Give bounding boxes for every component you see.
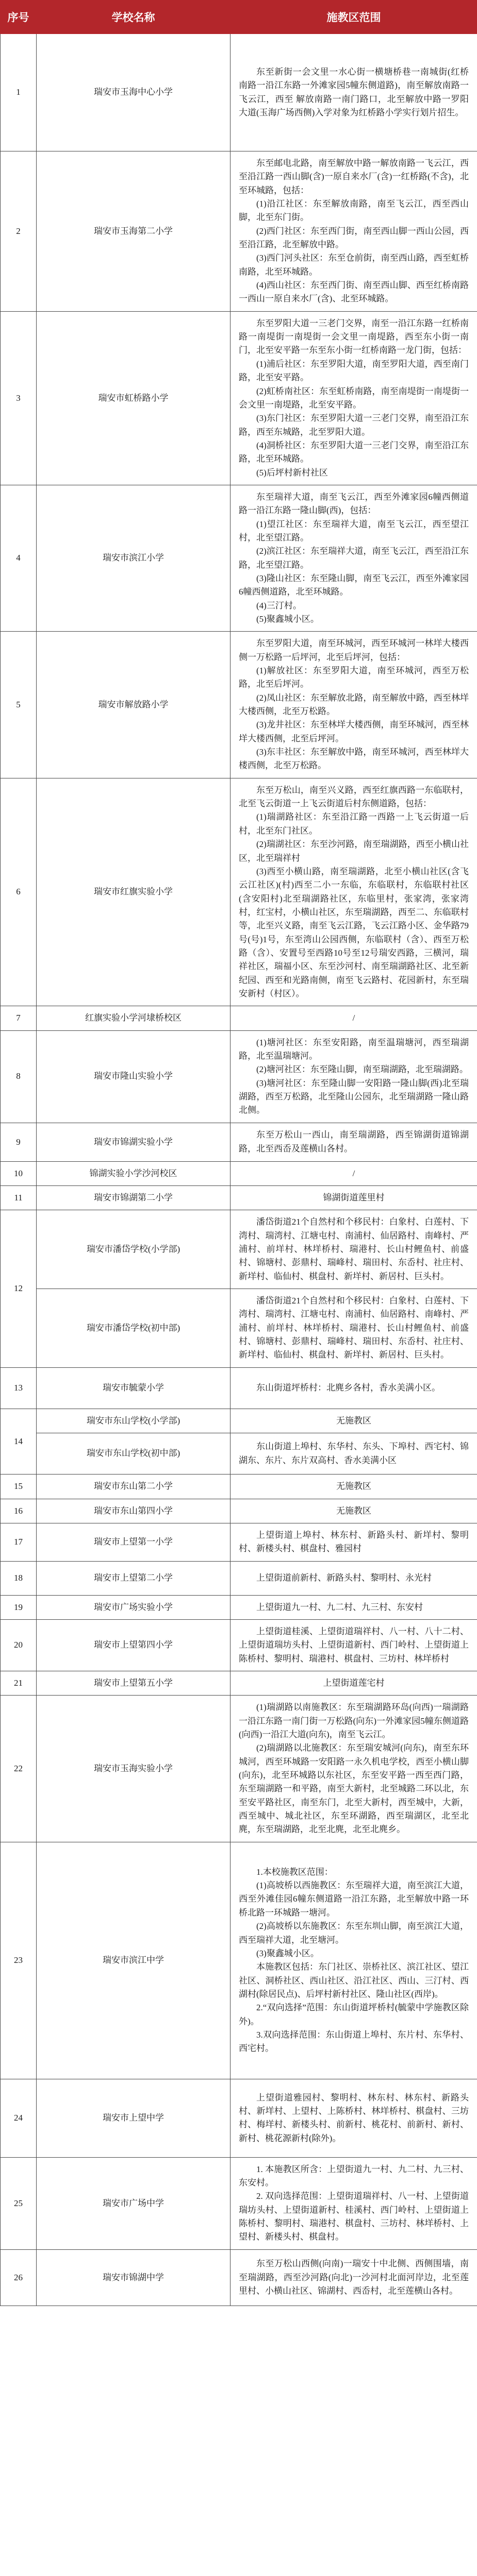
table-row [1, 1367, 477, 1409]
school-name: 瑞安市隆山实验小学 [37, 1030, 231, 1123]
area-paragraph: (2)瑞湖路以北施教区：东至瑞安城河(向东)，南至东环城河，西至环城路一安阳路一永久机电学校，西至小横山脚(向东)，北至环城路以东社区，东至安平路一西至西门路，东至瑞湖路一和平路，南至大新村，北至城路二环以北，东至安平路社区，南至东门，北至大新村，西至城中，大新，西至城中、城北社区，东至环湖路，西至瑞湖区，北至北麂，东至瑞湖路，北至北麂，北至北麂乡。 [239, 1743, 469, 1835]
enrollment-area [231, 1671, 477, 1695]
table-row [1, 1475, 477, 1499]
row-number: 18 [1, 1561, 37, 1595]
area-paragraph: (2)瑞湖社区：东至沙河路，南至瑞湖路，西至小横山社区，北至瑞祥村 [239, 839, 469, 863]
enrollment-area [231, 1289, 477, 1368]
enrollment-area [231, 778, 477, 1006]
row-number: 23 [1, 1842, 37, 2079]
area-paragraph: 无施教区 [336, 1481, 371, 1492]
row-number: 7 [1, 1006, 37, 1030]
area-paragraph: (4)西山社区：东至西门街、南至西山脚、西至红桥南路一西山一原自来水厂(含)、北至环城路。 [239, 280, 469, 304]
table-row [1, 2249, 477, 2306]
school-name: 瑞安市锦湖中学 [37, 2249, 231, 2306]
area-paragraph: (1)浦后社区：东至罗阳大道，南至罗阳大道，西至南门路，北至安平路。 [239, 359, 469, 383]
table-body [1, 34, 477, 2306]
school-name: 瑞安市玉海中心小学 [37, 34, 231, 151]
area-paragraph: 上望街道前新村、新路头村、黎明村、永光村 [256, 1572, 432, 1583]
area-paragraph: 无施教区 [336, 1505, 371, 1516]
area-paragraph: (4)洞桥社区：东至罗阳大道一三老门交界，南至沿江东路，北至环城路。 [239, 440, 469, 464]
header-no: 序号 [1, 1, 37, 34]
table-row [1, 311, 477, 485]
area-paragraph: 锦湖街道莲里村 [323, 1193, 385, 1203]
area-paragraph: 上望街道雅园村、黎明村、林东村、林东村、新路头村、新垟村、上望村、上陈桥村、林垟桥村、棋盘村、三坊村、梅垟村、新楼头村、前新村、桃花村、前新村、新村、新村、桃花源新村(除外)。 [239, 2092, 469, 2143]
table-row [1, 778, 477, 1006]
row-number: 5 [1, 632, 37, 778]
enrollment-area [231, 2157, 477, 2249]
area-paragraph: 东至瑞祥大道，南至飞云江，西至外滩家园6幢西侧道路一沿江东路一隆山脚(西)，包括： [239, 492, 469, 516]
area-paragraph: 上望街道九一村、九二村、九三村、东安村 [256, 1602, 423, 1612]
school-name: 瑞安市锦湖实验小学 [37, 1123, 231, 1161]
row-number: 2 [1, 151, 37, 312]
area-paragraph: 本施教区包括：东门社区、崇桥社区、滨江社区、望江社区、洞桥社区、西山社区、沿江社区、西山、三汀村、西湖村(除居民点)、后坪村新村社区、隆山社区(西岸)。 [239, 1962, 469, 1999]
enrollment-area [231, 1123, 477, 1161]
row-number: 26 [1, 2249, 37, 2306]
enrollment-area [231, 1186, 477, 1210]
area-paragraph: 东至新街一会文里一水心街一横塘桥巷一南城街(红桥南路一沿江东路一外滩家园5幢东侧道路)，南至解放南路一飞云江，西至 解放南路一南门路口，北至解放中路一罗阳大道(玉海广场西侧)入学对象为红桥路小学实行划片招生。 [239, 66, 469, 117]
enrollment-area [231, 1561, 477, 1595]
school-name: 瑞安市滨江中学 [37, 1842, 231, 2079]
table-row [1, 1409, 477, 1433]
enrollment-area [231, 311, 477, 485]
area-paragraph: 上望街道上埠村、林东村、新路头村、新垟村、黎明村、新楼头村、棋盘村、雅园村 [239, 1530, 469, 1554]
area-paragraph: 3.双向选择范围：东山街道上埠村、东片村、东华村、西宅村。 [239, 2029, 469, 2054]
school-name: 瑞安市锦湖第二小学 [37, 1186, 231, 1210]
area-paragraph: (1)高坡桥以西施教区：东至瑞祥大道，南至滨江大道，西至外滩佳园6幢东侧道路一沿江东路，北至解放中路一环桥北路一环城路一塘河。 [239, 1880, 469, 1918]
table-row [1, 1619, 477, 1671]
table-row [1, 1186, 477, 1210]
school-name: 瑞安市东山学校(小学部) [37, 1409, 231, 1433]
area-paragraph: 东至万松山一西山，南至瑞湖路，西至锦湖街道锦湖路，北至西岙及莲横山各村。 [239, 1130, 469, 1154]
row-number: 24 [1, 2079, 37, 2157]
table-row [1, 1161, 477, 1185]
area-paragraph: 上望街道桂溪、上望街道瑞祥村、八一村、八十二村、上望街道瑞坊头村、上望街道新村、西门岭村、上望街道上陈桥村、黎明村、瑞港村、棋盘村、三坊村、林垟桥村 [239, 1626, 469, 1664]
row-number: 22 [1, 1696, 37, 1842]
table-row [1, 1123, 477, 1161]
table-row [1, 151, 477, 312]
enrollment-area [231, 2249, 477, 2306]
enrollment-area [231, 1499, 477, 1523]
area-paragraph: (5)后坪村新村社区 [256, 467, 328, 478]
header-school: 学校名称 [37, 1, 231, 34]
area-paragraph: (2)凤山社区：东至解放北路，南至解放中路，西至林垟大楼西侧，北至万松路。 [239, 692, 469, 717]
school-name: 瑞安市虹桥路小学 [37, 311, 231, 485]
area-paragraph: (3)西门河头社区：东至仓前街，南至西山路，西至虹桥南路，北至环城路。 [239, 253, 469, 277]
area-paragraph: 东至罗阳大道，南至环城河，西至环城河一林垟大楼西侧一万松路一后坪河，北至后坪河，包括： [239, 638, 469, 662]
area-paragraph: / [352, 1168, 355, 1178]
area-paragraph: 东至罗阳大道一三老门交界，南至一沿江东路一红桥南路一南堤街一南堤街一会文里一南堤路，西至东小街一南门，北至安平路一东至东小街一红桥南路一龙门街，包括： [239, 318, 469, 355]
school-name: 瑞安市玉海第二小学 [37, 151, 231, 312]
enrollment-area [231, 1475, 477, 1499]
area-paragraph: (2)塘河社区：东至隆山脚，南至瑞湖路，北至瑞湖路。 [256, 1064, 468, 1075]
enrollment-area [231, 1595, 477, 1619]
area-paragraph: (3)西至小横山路，南至瑞湖路，北至小横山社区(含飞云江社区)(村)西至二小一东临，东临联村，东临联村社区(含安阳村)北至瑞湖路社区，东临里村，张家湾，张家湾村，红宝村，小横山社区，东至瑞湖路，西至二、东临联村等，北至兴义路，南至飞云江路，飞云江路小区、金华路79号(号)1号，东至湾山公园西侧，东临联村（含）、西至万松路（含）、安置号至西路10号至12号瑞安西路，三横河，瑞祥社区，瑞福小区、东至沙河村、南至瑞湖路社区、北至新纪园、西至和光路南侧，南至飞云路村、花园新村，东至瑞安新村（村区）。 [239, 866, 469, 998]
row-number: 19 [1, 1595, 37, 1619]
school-name: 瑞安市红旗实验小学 [37, 778, 231, 1006]
area-paragraph: (3)聚鑫城小区。 [256, 1948, 319, 1958]
area-paragraph: (1)瑞湖路以南施教区：东至瑞湖路环岛(向西)一瑞湖路一沿江东路一南门街一万松路(向东)一外滩家园5幢东侧道路(向西)一沿江大道(向东)，南至飞云江。 [239, 1702, 469, 1739]
school-name: 瑞安市上望第二小学 [37, 1561, 231, 1595]
table-row [1, 1671, 477, 1695]
row-number: 6 [1, 778, 37, 1006]
area-paragraph: (2)滨江社区：东至瑞祥大道，南至飞云江，西至沿江东路，北至望江路。 [239, 546, 469, 570]
area-paragraph: 东至邮电北路，南至解放中路一解放南路一飞云江，西至沿江路一西山脚(含)一原自来水厂(含)一红桥路(不含)，北至环城路，包括： [239, 158, 469, 195]
school-name: 瑞安市广场中学 [37, 2157, 231, 2249]
school-name: 瑞安市东山第四小学 [37, 1499, 231, 1523]
table-row [1, 34, 477, 151]
enrollment-area [231, 151, 477, 312]
school-name: 瑞安市潘岱学校(初中部) [37, 1289, 231, 1368]
row-number: 10 [1, 1161, 37, 1185]
table-header-row [1, 1, 477, 34]
enrollment-area [231, 1696, 477, 1842]
enrollment-area [231, 1161, 477, 1185]
area-paragraph: (4)三汀村。 [256, 600, 302, 611]
area-paragraph: 2. 双向选择范围：上望街道瑞祥村、八一村、上望街道瑞坊头村、上望街道新村、桂溪村、西门岭村、上望街道上陈桥村、黎明村、瑞港村、棋盘村、三坊村、林垟桥村、上望村、新楼头村、棋盘村。 [239, 2191, 469, 2242]
area-paragraph: (3)龙井社区：东至林垟大楼西侧，南至环城河，西至林垟大楼西侧，北至后坪河。 [239, 720, 469, 743]
area-paragraph: 无施教区 [336, 1415, 371, 1426]
enrollment-area [231, 1523, 477, 1561]
area-paragraph: (3)东丰社区：东至解放中路，南至环城河，西至林垟大楼西侧，北至万松路。 [239, 747, 469, 771]
school-name: 瑞安市潘岱学校(小学部) [37, 1210, 231, 1289]
enrollment-area [231, 34, 477, 151]
area-paragraph: 潘岱街道21个自然村和个移民村：白象村、白莲村、下湾村、瑞湾村、江塘屯村、南浦村、仙居路村、南峰村、严浦村、前垟村、林垟桥村、瑞港村、长山村鲤鱼村、前盛村、锦塘村、彭鼎村、瑞峰村、瑞田村、东岙村、社庄村、新垟村、临仙村、棋盘村、新垟村、新居村、巨头村。 [239, 1296, 469, 1360]
row-number: 11 [1, 1186, 37, 1210]
area-paragraph: 2.“双向选择”范围：东山街道坪桥村(毓蒙中学施教区除外)。 [239, 2003, 469, 2026]
enrollment-area [231, 1433, 477, 1475]
school-name: 瑞安市毓蒙小学 [37, 1367, 231, 1409]
school-name: 锦湖实验小学沙河校区 [37, 1161, 231, 1185]
area-paragraph: 东至万松山，南至兴义路，西至红旗西路一东临联村，北至飞云街道一上飞云街道后村东侧道路，包括： [239, 785, 469, 809]
area-paragraph: (2)高坡桥以东施教区：东至东圳山脚，南至滨江大道，西至瑞祥大道，北至塘河。 [239, 1921, 469, 1945]
row-number: 14 [1, 1409, 37, 1474]
table-row [1, 1289, 477, 1368]
area-paragraph: (3)东门社区：东至罗阳大道一三老门交界，南至沿江东路，西至东城路，北至罗阳大道。 [239, 413, 469, 437]
area-paragraph: (3)隆山社区：东至隆山脚，南至飞云江，西至外滩家园6幢西侧道路，北至环城路。 [239, 573, 469, 597]
area-paragraph: (1)望江社区：东至瑞祥大道，南至飞云江，西至望江村，北至望江路。 [239, 519, 469, 543]
area-paragraph: (2)西门社区：东至西门街，南至西山脚一西山公园，西至沿江路，北至解放中路。 [239, 226, 469, 250]
row-number: 17 [1, 1523, 37, 1561]
area-paragraph: (2)虹桥南社区：东至虹桥南路，南至南堤街一南堤街一会文里一南堤路，北至安平路。 [239, 386, 469, 410]
row-number: 15 [1, 1475, 37, 1499]
enrollment-area [231, 1842, 477, 2079]
enrollment-area [231, 485, 477, 631]
enrollment-area [231, 2079, 477, 2157]
school-name: 瑞安市上望第四小学 [37, 1619, 231, 1671]
area-paragraph: (1)瑞湖路社区：东至沿江路一西路一上飞云街道一后村，北至东门社区。 [239, 812, 469, 836]
enrollment-area [231, 632, 477, 778]
enrollment-area [231, 1367, 477, 1409]
area-paragraph: 1. 本施教区所含：上望街道九一村、九二村、九三村、东安村。 [239, 2164, 469, 2188]
table-row [1, 2079, 477, 2157]
area-paragraph: 潘岱街道21个自然村和个移民村：白象村、白莲村、下湾村、瑞湾村、江塘屯村、南浦村、仙居路村、南峰村、严浦村、前垟村、林垟桥村、瑞港村、长山村鲤鱼村、前盛村、锦塘村、彭鼎村、瑞峰村、瑞田村、东岙村、社庄村、新垟村、临仙村、棋盘村、新垟村、新居村、巨头村。 [239, 1217, 469, 1281]
area-paragraph: (1)塘河社区：东至安阳路，南至温瑞塘河，西至瑞湖路，北至温瑞塘河。 [239, 1037, 469, 1061]
school-name: 瑞安市玉海实验小学 [37, 1696, 231, 1842]
table-row [1, 1595, 477, 1619]
school-name: 瑞安市广场实验小学 [37, 1595, 231, 1619]
enrollment-area [231, 1006, 477, 1030]
enrollment-area [231, 1409, 477, 1433]
school-name: 瑞安市解放路小学 [37, 632, 231, 778]
table-row [1, 1561, 477, 1595]
row-number: 21 [1, 1671, 37, 1695]
table-row [1, 1523, 477, 1561]
area-paragraph: (5)聚鑫城小区。 [256, 614, 319, 624]
school-name: 瑞安市上望中学 [37, 2079, 231, 2157]
area-paragraph: 东山街道坪桥村：北麂乡各村，香水美满小区。 [256, 1383, 440, 1393]
table-row [1, 1696, 477, 1842]
school-name: 红旗实验小学河埭桥校区 [37, 1006, 231, 1030]
header-area: 施教区范围 [231, 1, 477, 34]
enrollment-area [231, 1210, 477, 1289]
school-name: 瑞安市滨江小学 [37, 485, 231, 631]
row-number: 12 [1, 1210, 37, 1367]
table-row [1, 1842, 477, 2079]
table-row [1, 485, 477, 631]
area-paragraph: 上望街道莲宅村 [323, 1677, 385, 1688]
area-paragraph: 1.本校施教区范围： [256, 1867, 333, 1877]
table-row [1, 1433, 477, 1475]
row-number: 1 [1, 34, 37, 151]
row-number: 4 [1, 485, 37, 631]
school-name: 瑞安市上望第一小学 [37, 1523, 231, 1561]
table-row [1, 2157, 477, 2249]
school-name: 瑞安市上望第五小学 [37, 1671, 231, 1695]
table-row [1, 1210, 477, 1289]
row-number: 13 [1, 1367, 37, 1409]
area-paragraph: (3)塘河社区：东至隆山脚一安阳路一隆山脚(西)北至瑞湖路，西至万松路，北至隆山公园东，北至瑞湖路一隆山路北侧。 [239, 1078, 469, 1115]
area-paragraph: 东山街道上埠村、东华村、东头、下埠村、西宅村、锦湖东、东片、东片双高村、香水美满小区 [239, 1442, 469, 1465]
school-name: 瑞安市东山第二小学 [37, 1475, 231, 1499]
row-number: 3 [1, 311, 37, 485]
area-paragraph: / [352, 1013, 355, 1023]
row-number: 8 [1, 1030, 37, 1123]
row-number: 16 [1, 1499, 37, 1523]
area-paragraph: 东至万松山西侧(向南)一瑞安十中北侧、西侧围墙，南至瑞湖路，西至沙河路(向北)一沙河村北面河岸边，北至莲里村、小横山社区、锦湖村、西岙村，北至莲横山各村。 [239, 2259, 469, 2296]
table-row [1, 1030, 477, 1123]
row-number: 9 [1, 1123, 37, 1161]
row-number: 25 [1, 2157, 37, 2249]
school-name: 瑞安市东山学校(初中部) [37, 1433, 231, 1475]
enrollment-area [231, 1619, 477, 1671]
area-paragraph: (1)解放社区：东至罗阳大道，南至环城河，西至万松路，北至后坪河。 [239, 666, 469, 689]
table-row [1, 632, 477, 778]
table-row [1, 1499, 477, 1523]
table-row [1, 1006, 477, 1030]
row-number: 20 [1, 1619, 37, 1671]
enrollment-area [231, 1030, 477, 1123]
area-paragraph: (1)沿江社区：东至解放南路，南至飞云江，西至西山脚，北至东门街。 [239, 199, 469, 223]
